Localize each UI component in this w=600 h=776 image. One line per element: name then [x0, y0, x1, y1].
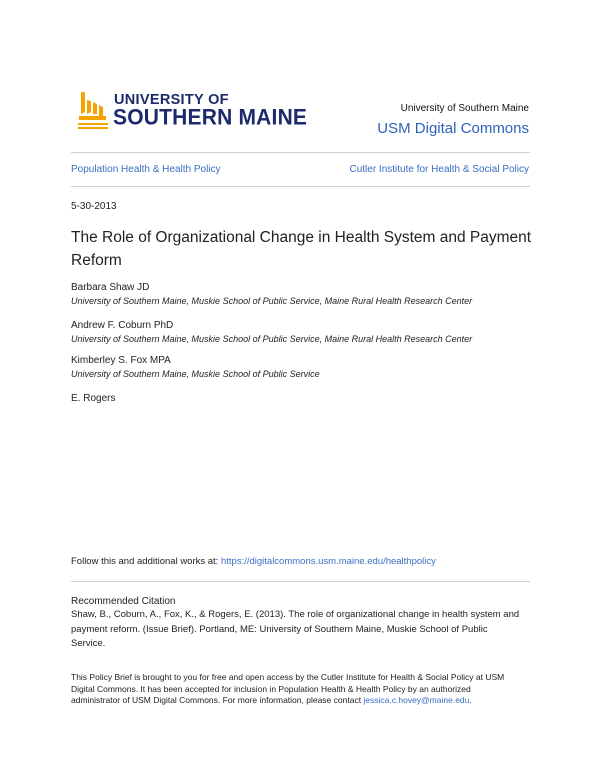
author-name: Andrew F. Coburn PhD: [71, 320, 174, 331]
author-affiliation: University of Southern Maine, Muskie School of Public Service, Maine Rural Health Research Center: [71, 334, 473, 344]
collection-url-link[interactable]: https://digitalcommons.usm.maine.edu/healthpolicy: [220, 556, 436, 567]
author-name: Barbara Shaw JD: [71, 282, 150, 293]
logo-text-line1: UNIVERSITY OF: [114, 92, 229, 108]
follow-label: Follow this and additional works at:: [71, 556, 221, 567]
divider: [71, 152, 530, 153]
contact-email-link[interactable]: jessica.c.hovey@maine.edu: [363, 695, 470, 705]
divider: [71, 186, 530, 187]
citation-line: payment reform. (Issue Brief). Portland, ME: University of Southern Maine, Muskie School of Public: [71, 624, 488, 635]
logo-mark-icon: [77, 92, 109, 132]
institution-name: University of Southern Maine: [400, 103, 529, 114]
author-name: Kimberley S. Fox MPA: [71, 355, 171, 366]
divider: [71, 581, 530, 582]
notice-end: .: [469, 695, 472, 705]
notice-text: administrator of USM Digital Commons. For more information, please contact: [71, 695, 364, 705]
repository-link[interactable]: USM Digital Commons: [377, 120, 529, 137]
citation-heading: Recommended Citation: [71, 596, 176, 607]
logo-text-line2: SOUTHERN MAINE: [113, 105, 308, 130]
citation-line: Service.: [71, 638, 106, 649]
institute-link[interactable]: Cutler Institute for Health & Social Policy: [349, 164, 529, 175]
author-affiliation: University of Southern Maine, Muskie School of Public Service: [71, 369, 320, 379]
notice-line: Digital Commons. It has been accepted for inclusion in Population Health & Health Policy by an authorized: [71, 684, 471, 694]
author-name: E. Rogers: [71, 393, 116, 404]
author-affiliation: University of Southern Maine, Muskie School of Public Service, Maine Rural Health Research Center: [71, 296, 473, 306]
notice-line-last: [71, 695, 472, 705]
collection-link[interactable]: Population Health & Health Policy: [71, 164, 221, 175]
follow-line: [71, 556, 436, 567]
notice-line: This Policy Brief is brought to you for free and open access by the Cutler Institute for Health & Social Policy at USM: [71, 672, 505, 682]
document-title-cont: Reform: [71, 252, 122, 269]
document-title: The Role of Organizational Change in Health System and Payment: [71, 229, 532, 246]
publication-date: 5-30-2013: [71, 201, 117, 212]
citation-line: Shaw, B., Coburn, A., Fox, K., & Rogers, E. (2013). The role of organizational change in health system and: [71, 609, 520, 620]
